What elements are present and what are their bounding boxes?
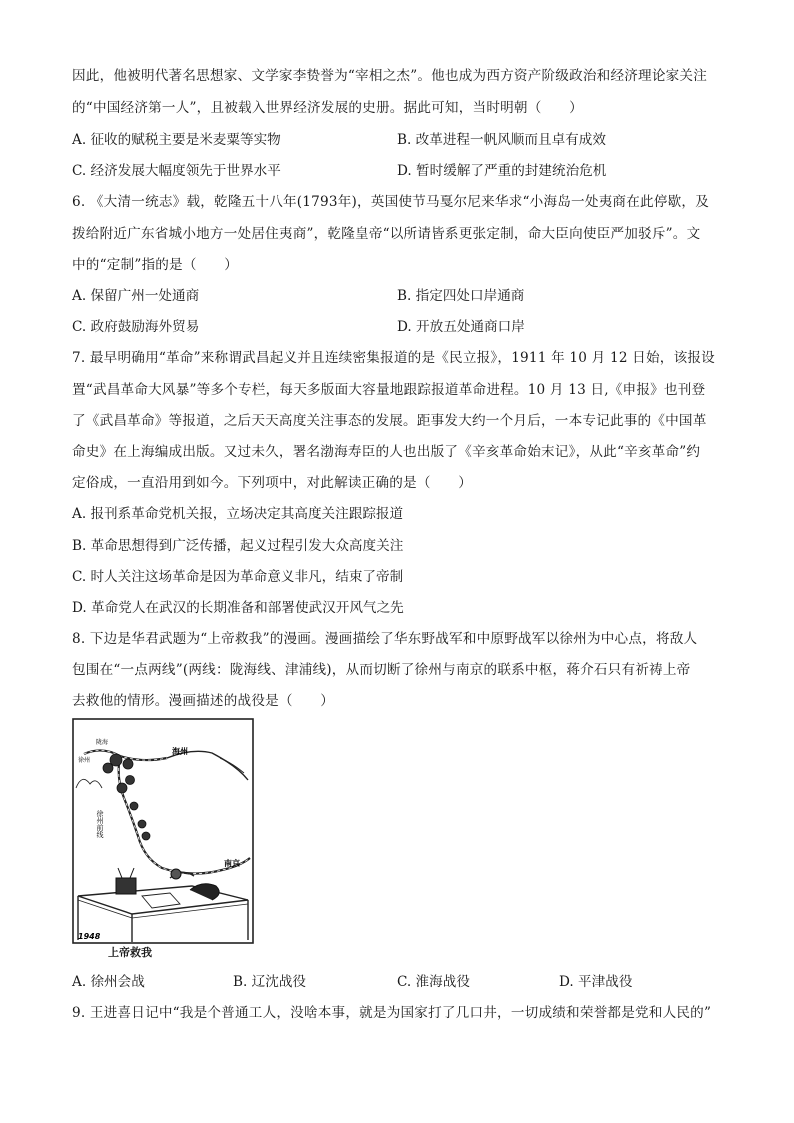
- q8-option-a[interactable]: A. 徐州会战: [72, 974, 145, 990]
- q5-option-a[interactable]: A. 征收的赋税主要是米麦粟等实物: [72, 132, 281, 148]
- cartoon-caption: 上帝救我: [108, 946, 152, 959]
- q5-option-c[interactable]: C. 经济发展大幅度领先于世界水平: [72, 163, 281, 179]
- q8-line-1: 8. 下边是华君武题为“上帝救我”的漫画。漫画描绘了华东野战军和中原野战军以徐州为中心点，将敌人: [72, 631, 698, 647]
- q7-line-1: 7. 最早明确用“革命”来称谓武昌起义并且连续密集报道的是《民立报》，1911 年 10 月 12 日始，该报设: [72, 350, 715, 366]
- map-label-xuzhou-front: 徐州前线: [96, 810, 104, 838]
- q5-line-1: 因此，他被明代著名思想家、文学家李贽誉为“宰相之杰”。他也成为西方资产阶级政治和经济理论家关注: [72, 68, 708, 84]
- q6-line-2: 拨给附近广东省城小地方一处居住夷商”，乾隆皇帝“以所请皆系更张定制，命大臣向使臣严加驳斥”。文: [72, 226, 701, 242]
- q6-line-3: 中的“定制”指的是（ ）: [72, 257, 239, 273]
- q7-line-3: 了《武昌革命》等报道，之后天天高度关注事态的发展。距事发大约一个月后，一本专记此事的《中国革: [72, 413, 707, 429]
- q6-option-c[interactable]: C. 政府鼓励海外贸易: [72, 319, 200, 335]
- map-label-nanjing: 南京: [224, 859, 240, 868]
- q9-line-1: 9. 王进喜日记中“我是个普通工人，没啥本事，就是为国家打了几口井，一切成绩和荣誉都是党和人民的”: [72, 1005, 712, 1021]
- q8-option-d[interactable]: D. 平津战役: [559, 974, 633, 990]
- cartoon-year: 1948: [78, 932, 101, 941]
- q5-option-b[interactable]: B. 改革进程一帆风顺而且卓有成效: [397, 132, 606, 148]
- q8-line-3: 去救他的情形。漫画描述的战役是（ ）: [72, 693, 335, 709]
- q7-line-5: 定俗成，一直沿用到如今。下列项中，对此解读正确的是（ ）: [72, 475, 473, 491]
- q6-line-1: 6. 《大清一统志》载，乾隆五十八年(1793年)，英国使节马戛尔尼来华求“小海岛一处夷商在此停歇，及: [72, 194, 709, 210]
- map-label-left: 徐州: [78, 757, 91, 764]
- map-label-haizhou: 海州: [172, 747, 188, 756]
- q7-option-c[interactable]: C. 时人关注这场革命是因为革命意义非凡，结束了帝制: [72, 569, 404, 585]
- q7-option-a[interactable]: A. 报刊系革命党机关报，立场决定其高度关注跟踪报道: [72, 506, 404, 522]
- q7-option-b[interactable]: B. 革命思想得到广泛传播，起义过程引发大众高度关注: [72, 538, 404, 554]
- q8-option-c[interactable]: C. 淮海战役: [397, 974, 470, 990]
- q8-option-b[interactable]: B. 辽沈战役: [233, 974, 307, 990]
- q5-option-d[interactable]: D. 暂时缓解了严重的封建统治危机: [397, 163, 607, 179]
- map-label-longhai: 陇海: [96, 739, 109, 746]
- q7-option-d[interactable]: D. 革命党人在武汉的长期准备和部署使武汉开风气之先: [72, 600, 404, 616]
- q6-option-a[interactable]: A. 保留广州一处通商: [72, 288, 200, 304]
- q8-line-2: 包围在“一点两线”(两线：陇海线、津浦线)，从而切断了徐州与南京的联系中枢，蒋介石只有祈祷上帝: [72, 662, 691, 678]
- q6-option-b[interactable]: B. 指定四处口岸通商: [397, 288, 525, 304]
- q7-line-4: 命史》在上海编成出版。又过未久，署名渤海寿臣的人也出版了《辛亥革命始末记》，从此“辛亥革命”约: [72, 444, 701, 460]
- q5-line-2: 的“中国经济第一人”，且被载入世界经济发展的史册。据此可知，当时明朝（ ）: [72, 100, 583, 116]
- q7-line-2: 置“武昌革命大风暴”等多个专栏，每天多版面大容量地跟踪报道革命进程。10 月 13 日,《申报》也刊登: [72, 382, 706, 398]
- q6-option-d[interactable]: D. 开放五处通商口岸: [397, 319, 525, 335]
- cartoon-shangdi-jiuwo: [72, 718, 254, 944]
